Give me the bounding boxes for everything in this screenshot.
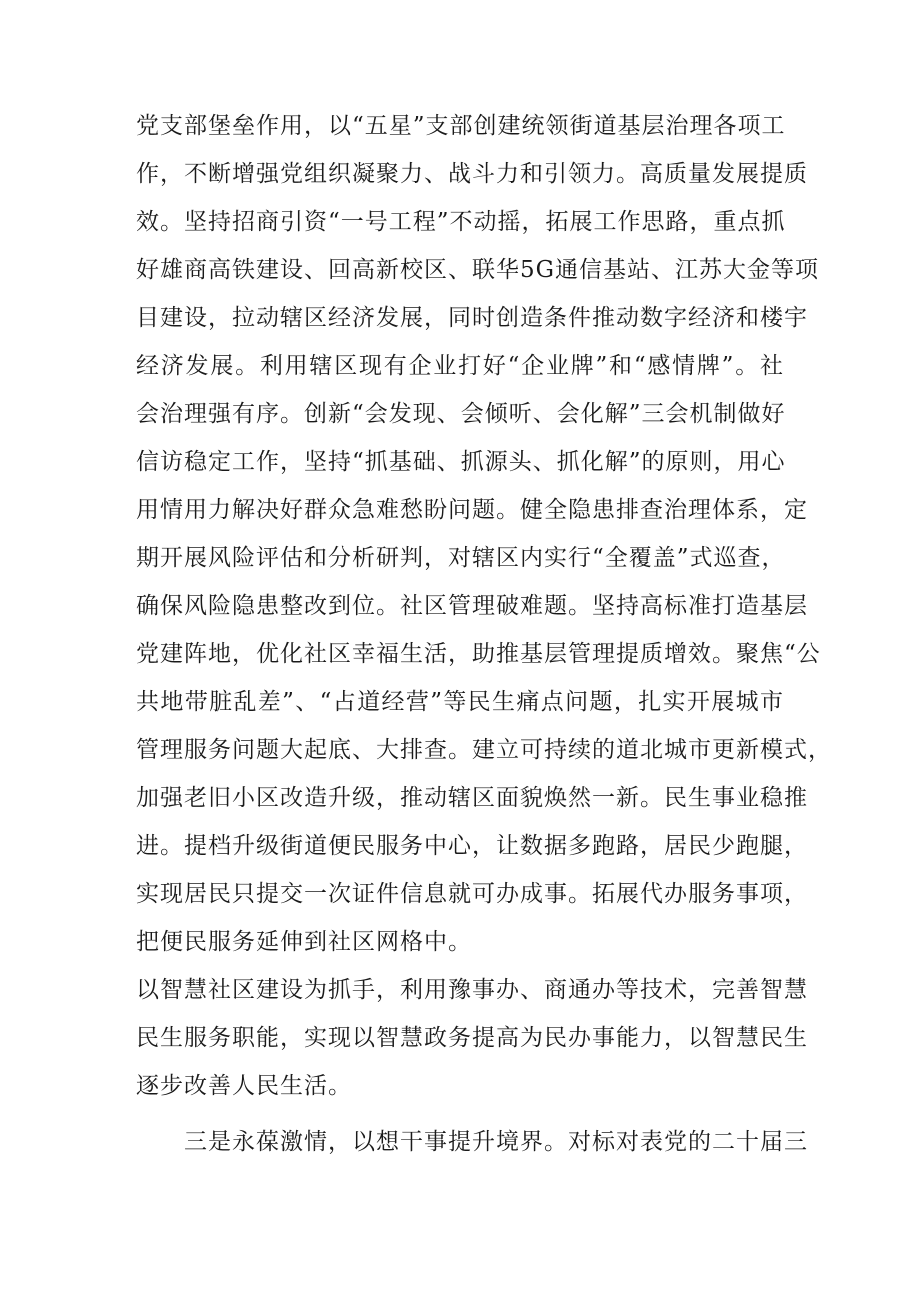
text-line-14: 管理服务问题大起底、大排查。建立可持续的道北城市更新模式， (136, 737, 832, 763)
text-line-6: 经济发展。利用辖区现有企业打好“企业牌”和“感情牌”。社 (136, 353, 784, 379)
text-line-19: 以智慧社区建设为抓手，利用豫事办、商通办等技术，完善智慧 (136, 977, 808, 1003)
text-line-9: 用情用力解决好群众急难愁盼问题。健全隐患排查治理体系，定 (136, 497, 808, 523)
text-line-17: 实现居民只提交一次证件信息就可办成事。拓展代办服务事项， (136, 881, 808, 907)
text-line-20: 民生服务职能，实现以智慧政务提高为民办事能力，以智慧民生 (136, 1025, 808, 1051)
text-line-3: 效。坚持招商引资“一号工程”不动摇，拓展工作思路，重点抓 (136, 209, 786, 235)
text-line-2: 作，不断增强党组织凝聚力、战斗力和引领力。高质量发展提质 (136, 161, 808, 187)
text-line-15: 加强老旧小区改造升级，推动辖区面貌焕然一新。民生事业稳推 (136, 785, 808, 811)
text-line-4: 好雄商高铁建设、回高新校区、联华5G通信基站、江苏大金等项 (136, 257, 820, 283)
text-line-12: 党建阵地，优化社区幸福生活，助推基层管理提质增效。聚焦“公 (136, 641, 821, 667)
text-line-13: 共地带脏乱差”、“占道经营”等民生痛点问题，扎实开展城市 (136, 689, 784, 715)
text-line-5: 目建设，拉动辖区经济发展，同时创造条件推动数字经济和楼宇 (136, 305, 808, 331)
text-line-1: 党支部堡垒作用，以“五星”支部创建统领街道基层治理各项工 (136, 113, 786, 139)
text-line-7: 会治理强有序。创新“会发现、会倾听、会化解”三会机制做好 (136, 401, 786, 427)
text-line-22: 三是永葆激情，以想干事提升境界。对标对表党的二十届三 (184, 1129, 808, 1155)
text-line-18: 把便民服务延伸到社区网格中。 (136, 929, 472, 955)
text-line-21: 逐步改善人民生活。 (136, 1073, 352, 1099)
text-line-8: 信访稳定工作，坚持“抓基础、抓源头、抓化解”的原则，用心 (136, 449, 786, 475)
text-line-11: 确保风险隐患整改到位。社区管理破难题。坚持高标准打造基层 (136, 593, 808, 619)
text-line-16: 进。提档升级街道便民服务中心，让数据多跑路，居民少跑腿， (136, 833, 808, 859)
text-line-10: 期开展风险评估和分析研判，对辖区内实行“全覆盖”式巡查， (136, 545, 786, 571)
